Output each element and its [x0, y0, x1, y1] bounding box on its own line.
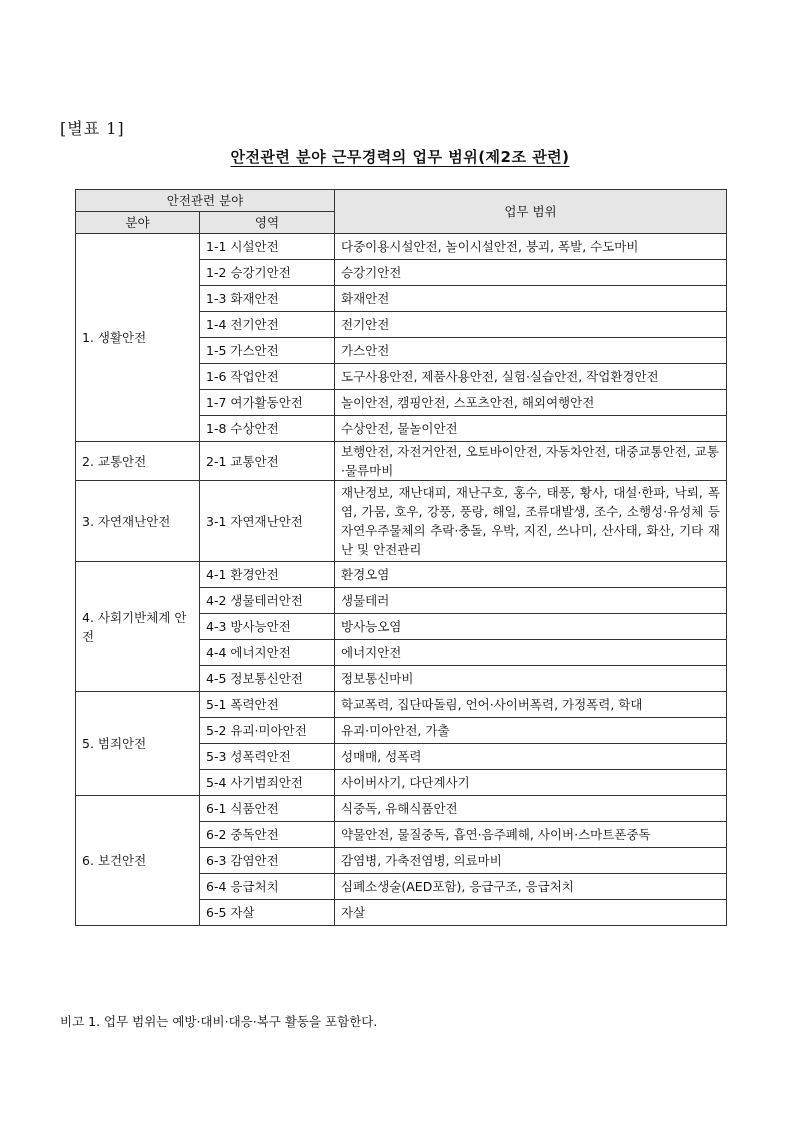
area-cell: 5-2 유괴·미아안전	[200, 718, 335, 744]
scope-cell: 놀이안전, 캠핑안전, 스포츠안전, 해외여행안전	[335, 390, 727, 416]
scope-cell: 도구사용안전, 제품사용안전, 실험·실습안전, 작업환경안전	[335, 364, 727, 390]
scope-cell: 학교폭력, 집단따돌림, 언어·사이버폭력, 가정폭력, 학대	[335, 692, 727, 718]
area-cell: 6-4 응급처치	[200, 874, 335, 900]
table-row	[76, 796, 727, 822]
area-cell: 5-4 사기범죄안전	[200, 770, 335, 796]
field-cell: 6. 보건안전	[76, 796, 200, 926]
area-cell: 6-1 식품안전	[200, 796, 335, 822]
field-cell: 2. 교통안전	[76, 442, 200, 481]
area-cell: 1-8 수상안전	[200, 416, 335, 442]
table-row	[76, 562, 727, 588]
area-cell: 5-1 폭력안전	[200, 692, 335, 718]
header-field: 분야	[76, 212, 200, 234]
scope-cell: 심폐소생술(AED포함), 응급구조, 응급처치	[335, 874, 727, 900]
area-cell: 6-5 자살	[200, 900, 335, 926]
table-row	[76, 234, 727, 260]
scope-cell: 방사능오염	[335, 614, 727, 640]
scope-cell: 생물테러	[335, 588, 727, 614]
scope-cell: 수상안전, 물놀이안전	[335, 416, 727, 442]
scope-cell: 감염병, 가축전염병, 의료마비	[335, 848, 727, 874]
scope-cell: 사이버사기, 다단계사기	[335, 770, 727, 796]
area-cell: 3-1 자연재난안전	[200, 481, 335, 562]
scope-table	[75, 189, 727, 926]
area-cell: 1-2 승강기안전	[200, 260, 335, 286]
table-row	[76, 442, 727, 481]
field-cell: 3. 자연재난안전	[76, 481, 200, 562]
field-cell: 5. 범죄안전	[76, 692, 200, 796]
scope-cell: 전기안전	[335, 312, 727, 338]
field-cell: 1. 생활안전	[76, 234, 200, 442]
scope-cell: 가스안전	[335, 338, 727, 364]
scope-cell: 식중독, 유해식품안전	[335, 796, 727, 822]
header-scope: 업무 범위	[335, 190, 727, 234]
area-cell: 1-6 작업안전	[200, 364, 335, 390]
area-cell: 4-1 환경안전	[200, 562, 335, 588]
scope-cell: 유괴·미아안전, 가출	[335, 718, 727, 744]
table-row	[76, 481, 727, 562]
area-cell: 1-5 가스안전	[200, 338, 335, 364]
page-title-text: 안전관련 분야 근무경력의 업무 범위(제2조 관련)	[230, 148, 570, 166]
table-row	[76, 692, 727, 718]
scope-cell: 다중이용시설안전, 놀이시설안전, 붕괴, 폭발, 수도마비	[335, 234, 727, 260]
page-title	[0, 146, 800, 167]
scope-cell: 보행안전, 자전거안전, 오토바이안전, 자동차안전, 대중교통안전, 교통·물류마비	[335, 442, 727, 481]
field-cell: 4. 사회기반체계 안전	[76, 562, 200, 692]
table-body	[76, 234, 727, 926]
scope-cell: 약물안전, 물질중독, 흡연·음주폐해, 사이버·스마트폰중독	[335, 822, 727, 848]
area-cell: 4-5 정보통신안전	[200, 666, 335, 692]
scope-cell: 성매매, 성폭력	[335, 744, 727, 770]
area-cell: 1-1 시설안전	[200, 234, 335, 260]
header-safety-field-group: 안전관련 분야	[76, 190, 335, 212]
scope-cell: 에너지안전	[335, 640, 727, 666]
area-cell: 1-3 화재안전	[200, 286, 335, 312]
area-cell: 4-2 생물테러안전	[200, 588, 335, 614]
scope-cell: 승강기안전	[335, 260, 727, 286]
area-cell: 6-3 감염안전	[200, 848, 335, 874]
scope-cell: 정보통신마비	[335, 666, 727, 692]
annex-label: [별표 1]	[60, 119, 125, 138]
scope-cell: 화재안전	[335, 286, 727, 312]
area-cell: 6-2 중독안전	[200, 822, 335, 848]
scope-cell: 자살	[335, 900, 727, 926]
area-cell: 1-7 여가활동안전	[200, 390, 335, 416]
area-cell: 4-4 에너지안전	[200, 640, 335, 666]
header-area: 영역	[200, 212, 335, 234]
footnote: 비고 1. 업무 범위는 예방·대비·대응·복구 활동을 포함한다.	[60, 1014, 378, 1029]
area-cell: 5-3 성폭력안전	[200, 744, 335, 770]
area-cell: 2-1 교통안전	[200, 442, 335, 481]
area-cell: 4-3 방사능안전	[200, 614, 335, 640]
area-cell: 1-4 전기안전	[200, 312, 335, 338]
scope-cell: 환경오염	[335, 562, 727, 588]
scope-cell: 재난정보, 재난대피, 재난구호, 홍수, 태풍, 황사, 대설·한파, 낙뢰, 폭염, 가뭄, 호우, 강풍, 풍랑, 해일, 조류대발생, 조수, 소행성·유성체 등 자연우주물체의 추락·충돌, 우박, 지진, 쓰나미, 산사태, 화산, 기타 재난 및 안전관리	[335, 481, 727, 562]
